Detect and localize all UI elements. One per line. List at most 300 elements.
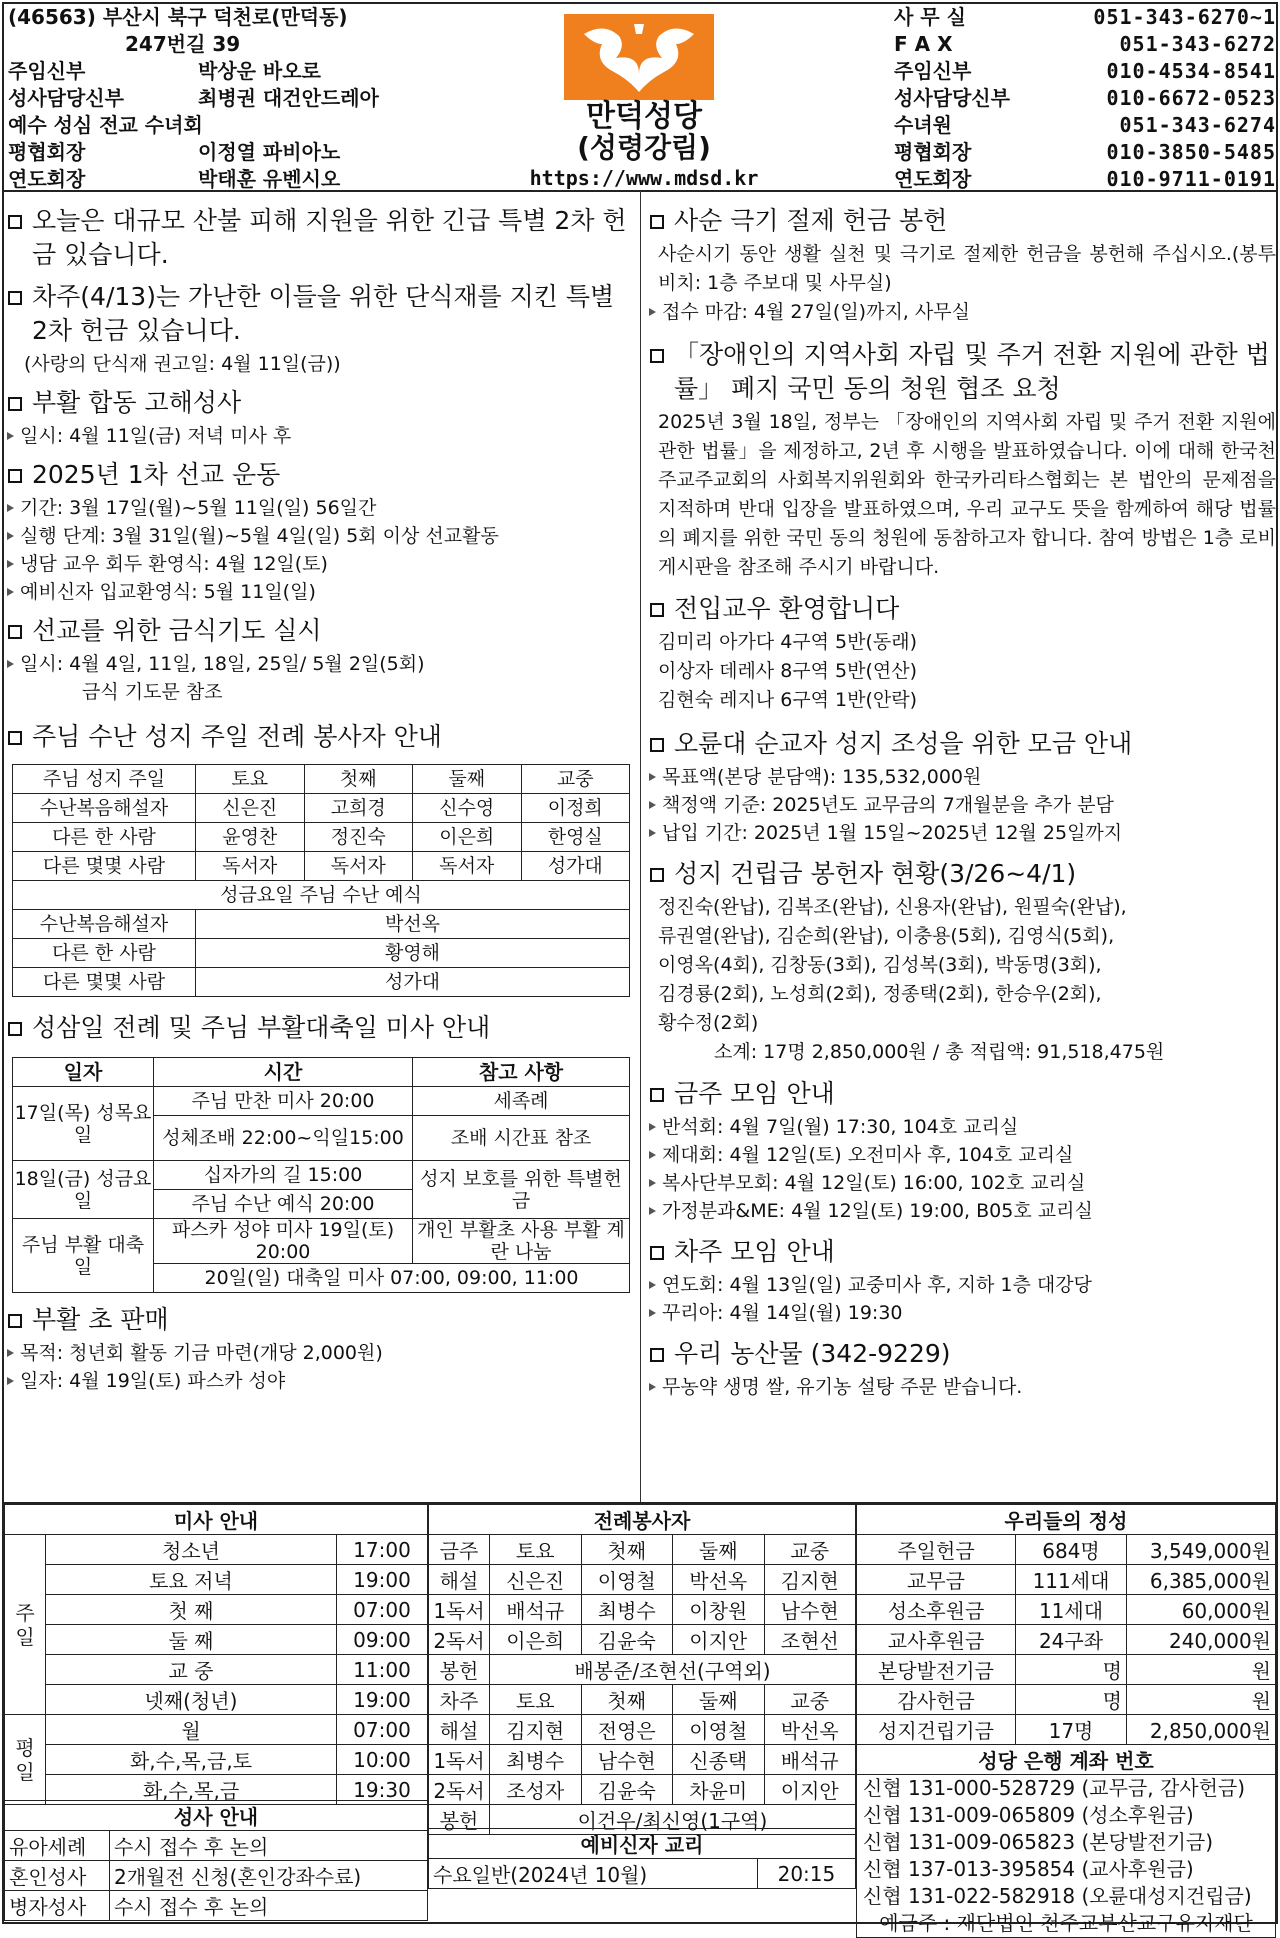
table-cell: 2,850,000원	[1127, 1715, 1276, 1745]
notice-new-parishioners	[646, 592, 1276, 715]
notice-note: (사랑의 단식재 권고일: 4월 11일(금))	[24, 353, 341, 375]
triangle-bullet-icon	[649, 1281, 656, 1289]
left-column	[4, 196, 636, 1395]
notice-item: 일자: 4월 19일(토) 파스카 성야	[20, 1370, 286, 1392]
table-cell: 교사후원금	[857, 1625, 1016, 1655]
table-cell: 성소후원금	[857, 1595, 1016, 1625]
notice-item: 제대회: 4월 12일(토) 오전미사 후, 104호 교리실	[662, 1144, 1074, 1166]
table-cell: 주님 부활 대축일	[13, 1219, 154, 1293]
table-cell: 유아세례	[5, 1831, 110, 1861]
notice-title: 2025년 1차 선교 운동	[32, 460, 281, 489]
table-row	[13, 1161, 630, 1190]
notice-item: 연도회: 4월 13일(일) 교중미사 후, 지하 1층 대강당	[662, 1274, 1092, 1296]
table-cell: 이은희	[490, 1625, 582, 1655]
table-cell: 17일(목) 성목요일	[13, 1087, 154, 1161]
table-row	[13, 794, 630, 823]
table-row	[429, 1595, 856, 1625]
notice-item: 기간: 3월 17일(월)~5월 11일(일) 56일간	[20, 497, 377, 519]
table-row	[857, 1565, 1276, 1595]
notice-oryundae-fund	[646, 727, 1276, 847]
table-cell: 신은진	[490, 1565, 582, 1595]
role-label: 연도회장	[8, 167, 86, 191]
table-cell: 1독서	[429, 1745, 490, 1775]
table-cell: 수시 접수 후 논의	[110, 1831, 428, 1861]
table-header: 첫째	[304, 765, 413, 794]
table-cell: 김지현	[764, 1565, 856, 1595]
table-cell: 봉헌	[429, 1805, 490, 1835]
triangle-bullet-icon	[7, 504, 14, 512]
table-row	[429, 1685, 856, 1715]
table-cell: 독서자	[413, 852, 522, 881]
notice-item: 가정분과&ME: 4월 12일(토) 19:00, B05호 교리실	[662, 1200, 1093, 1222]
table-header: 둘째	[413, 765, 522, 794]
table-cell: 전영은	[581, 1715, 673, 1745]
table-cell: 성가대	[521, 852, 630, 881]
table-cell: 교 중	[46, 1655, 337, 1685]
notice-lent-offering	[646, 204, 1276, 326]
bulletin-header	[4, 4, 1276, 192]
table-cell: 20일(일) 대축일 미사 07:00, 09:00, 11:00	[154, 1264, 630, 1293]
table-row	[13, 1087, 630, 1116]
table-cell: 한영실	[521, 823, 630, 852]
triangle-bullet-icon	[7, 660, 14, 668]
table-row	[13, 852, 630, 881]
table-row	[5, 1745, 428, 1775]
table-row	[429, 1535, 856, 1565]
table-cell: 684명	[1016, 1535, 1127, 1565]
table-row	[5, 1625, 428, 1655]
table-title: 우리들의 정성	[857, 1505, 1276, 1535]
notice-body: 2025년 3월 18일, 정부는 「장애인의 지역사회 자립 및 주거 전환 지원에 관한 법률」을 제정하고, 2년 후 시행을 발표하였습니다. 이에 대해 한국천주교주교회의 사회복지위원회와 한국카리타스협회는 본 법안의 문제점을 지적하며 반대 입장을 발표하였으며, 우리 교구도 뜻을 함께하여 해당 법률의 폐지를 위한 국민 동의 청원에 동참하고자 합니다. 참여 방법은 1층 로비 게시판을 참조해 주시기 바랍니다.	[658, 411, 1276, 578]
checkbox-bullet-icon	[650, 603, 664, 617]
contact-label: 연도회장	[894, 167, 972, 191]
contact-number: 010-3850-5485	[1106, 140, 1276, 164]
table-row	[429, 1745, 856, 1775]
header-contacts	[894, 4, 1276, 193]
table-cell: 07:00	[337, 1595, 428, 1625]
bank-account-line: 신협 131-022-582918 (오륜대성지건립금)	[863, 1884, 1252, 1908]
table-cell: 17명	[1016, 1715, 1127, 1745]
table-row	[5, 1535, 428, 1565]
table-header: 참고 사항	[413, 1058, 630, 1087]
notice-title: 사순 극기 절제 헌금 봉헌	[674, 206, 948, 235]
table-cell: 배봉준/조현선(구역외)	[490, 1655, 856, 1685]
table-cell: 본당발전기금	[857, 1655, 1016, 1685]
table-cell: 배석규	[764, 1745, 856, 1775]
checkbox-bullet-icon	[650, 215, 664, 229]
table-cell: 19:00	[337, 1685, 428, 1715]
table-title: 전례봉사자	[429, 1505, 856, 1535]
table-cell: 넷째(청년)	[46, 1685, 337, 1715]
notice-item: 복사단부모회: 4월 12일(토) 16:00, 102호 교리실	[662, 1172, 1086, 1194]
table-cell: 이영철	[581, 1565, 673, 1595]
checkbox-bullet-icon	[8, 291, 22, 305]
table-cell: 성지건립기금	[857, 1715, 1016, 1745]
contact-label: 수녀원	[894, 113, 952, 137]
table-header: 첫째	[581, 1535, 673, 1565]
header-left-info	[8, 4, 379, 193]
contact-number: 010-4534-8541	[1106, 59, 1276, 83]
checkbox-bullet-icon	[8, 215, 22, 229]
table-cell: 20:15	[757, 1859, 855, 1889]
table-cell: 병자성사	[5, 1891, 110, 1921]
checkbox-bullet-icon	[650, 1246, 664, 1260]
contact-number: 051-343-6272	[1119, 32, 1276, 56]
table-cell: 화,수,목,금	[46, 1775, 337, 1805]
table-header: 둘째	[673, 1535, 765, 1565]
contact-label: 사 무 실	[894, 5, 966, 29]
notice-item: 반석회: 4월 7일(월) 17:30, 104호 교리실	[662, 1116, 1019, 1138]
table-row	[857, 1685, 1276, 1715]
table-cell: 정진숙	[304, 823, 413, 852]
triangle-bullet-icon	[649, 829, 656, 837]
table-cell: 이창원	[673, 1595, 765, 1625]
checkbox-bullet-icon	[650, 349, 664, 363]
table-row	[13, 1219, 630, 1264]
table-cell: 다른 몇몇 사람	[13, 968, 196, 997]
table-cell: 원	[1127, 1655, 1276, 1685]
table-cell: 이은희	[413, 823, 522, 852]
table-cell: 다른 한 사람	[13, 939, 196, 968]
notice-confession	[4, 386, 636, 450]
table-header: 시간	[154, 1058, 413, 1087]
right-column	[646, 196, 1276, 1401]
table-row	[13, 968, 630, 997]
table-row	[5, 1655, 428, 1685]
table-cell: 성가대	[196, 968, 630, 997]
notice-petition	[646, 338, 1276, 582]
role-label: 주임신부	[8, 59, 86, 83]
contact-number: 010-9711-0191	[1106, 167, 1276, 191]
table-title: 성당 은행 계좌 번호	[857, 1745, 1276, 1775]
table-cell: 다른 몇몇 사람	[13, 852, 196, 881]
table-cell: 봉헌	[429, 1655, 490, 1685]
table-row	[429, 1565, 856, 1595]
bank-accounts	[857, 1775, 1276, 1938]
table-cell: 수난복음해설자	[13, 910, 196, 939]
notice-shrine-donors	[646, 857, 1276, 1067]
table-cell: 둘 째	[46, 1625, 337, 1655]
notice-item: 일시: 4월 11일(금) 저녁 미사 후	[20, 425, 292, 447]
triangle-bullet-icon	[7, 532, 14, 540]
table-cell: 김윤숙	[581, 1775, 673, 1805]
table-cell: 240,000원	[1127, 1625, 1276, 1655]
table-row	[429, 1715, 856, 1745]
mass-schedule-table	[4, 1504, 428, 1805]
checkbox-bullet-icon	[8, 1022, 22, 1036]
triangle-bullet-icon	[649, 1123, 656, 1131]
table-header: 주님 성지 주일	[13, 765, 196, 794]
checkbox-bullet-icon	[650, 1348, 664, 1362]
table-cell: 청소년	[46, 1535, 337, 1565]
bank-account-line: 신협 131-000-528729 (교무금, 감사헌금)	[863, 1776, 1246, 1800]
table-cell: 월	[46, 1715, 337, 1745]
table-header: 교중	[764, 1685, 856, 1715]
donor-total: 소계: 17명 2,850,000원 / 총 적립액: 91,518,475원	[714, 1041, 1165, 1063]
table-row	[5, 1595, 428, 1625]
table-cell: 주님 수난 예식 20:00	[154, 1190, 413, 1219]
table-row	[13, 910, 630, 939]
table-cell: 19:00	[337, 1565, 428, 1595]
notice-item: 예비신자 입교환영식: 5월 11일(일)	[20, 581, 316, 603]
notice-item: 일시: 4월 4일, 11일, 18일, 25일/ 5월 2일(5회)	[20, 653, 425, 675]
table-row	[13, 823, 630, 852]
notice-item: 꾸리아: 4월 14일(월) 19:30	[662, 1302, 903, 1324]
table-cell: 10:00	[337, 1745, 428, 1775]
triangle-bullet-icon	[7, 432, 14, 440]
notice-item: 책정액 기준: 2025년도 교무금의 7개월분을 추가 분담	[662, 794, 1114, 816]
table-header: 금주	[429, 1535, 490, 1565]
liturgy-servers-table	[428, 1504, 856, 1835]
role-label: 예수 성심 전교 수녀회	[8, 113, 203, 137]
table-cell: 최병수	[490, 1745, 582, 1775]
notice-item: 납입 기간: 2025년 1월 15일~2025년 12월 25일까지	[662, 822, 1123, 844]
table-cell: 17:00	[337, 1535, 428, 1565]
table-cell: 황영해	[196, 939, 630, 968]
table-cell: 신수영	[413, 794, 522, 823]
notice-easter-candle	[4, 1303, 636, 1395]
contact-label: F A X	[894, 32, 953, 56]
triangle-bullet-icon	[7, 588, 14, 596]
list-item: 김미리 아가다 4구역 5반(동래)	[658, 631, 918, 653]
table-cell: 조성자	[490, 1775, 582, 1805]
table-cell: 감사헌금	[857, 1685, 1016, 1715]
table-header: 둘째	[673, 1685, 765, 1715]
table-cell: 파스카 성야 미사 19일(토) 20:00	[154, 1219, 413, 1264]
notice-title: 주님 수난 성지 주일 전례 봉사자 안내	[32, 722, 442, 751]
offering-table	[856, 1504, 1276, 1938]
table-cell: 독서자	[196, 852, 305, 881]
checkbox-bullet-icon	[8, 397, 22, 411]
table-row	[429, 1655, 856, 1685]
table-cell: 조배 시간표 참조	[413, 1116, 630, 1161]
table-title: 미사 안내	[5, 1505, 428, 1535]
contact-label: 주임신부	[894, 59, 972, 83]
notice-title: 성삼일 전례 및 주님 부활대축일 미사 안내	[32, 1013, 491, 1042]
table-cell: 주님 만찬 미사 20:00	[154, 1087, 413, 1116]
role-label: 평협회장	[8, 140, 86, 164]
table-cell: 주일	[5, 1535, 46, 1715]
bank-account-line: 신협 131-009-065823 (본당발전기금)	[863, 1830, 1214, 1854]
table-cell: 혼인성사	[5, 1861, 110, 1891]
notice-note: 금식 기도문 참조	[82, 681, 223, 703]
parish-subtitle: (성령강림)	[577, 131, 711, 164]
table-cell: 신은진	[196, 794, 305, 823]
notice-title: 금주 모임 안내	[674, 1079, 835, 1108]
table-row	[5, 1891, 428, 1921]
sacrament-table	[4, 1800, 428, 1921]
triangle-bullet-icon	[649, 1383, 656, 1391]
notice-wildfire	[4, 204, 636, 272]
list-item: 김현숙 레지나 6구역 1반(안락)	[658, 689, 918, 711]
table-row	[429, 1859, 856, 1889]
notice-item: 냉담 교우 회두 환영식: 4월 12일(토)	[20, 553, 328, 575]
table-row	[857, 1655, 1276, 1685]
table-row	[857, 1595, 1276, 1625]
table-cell: 김윤숙	[581, 1625, 673, 1655]
table-title: 성사 안내	[5, 1801, 428, 1831]
table-row	[13, 939, 630, 968]
table-header: 교중	[764, 1535, 856, 1565]
table-row	[857, 1625, 1276, 1655]
table-cell: 2독서	[429, 1625, 490, 1655]
table-cell: 이정희	[521, 794, 630, 823]
table-cell: 이지안	[764, 1775, 856, 1805]
table-header: 교중	[521, 765, 630, 794]
notice-mission	[4, 458, 636, 606]
table-cell: 성지 보호를 위한 특별헌금	[413, 1161, 630, 1219]
triangle-bullet-icon	[649, 308, 656, 316]
table-header: 첫째	[581, 1685, 673, 1715]
table-row	[5, 1861, 428, 1891]
list-item: 류권열(완납), 김순희(완납), 이충용(5회), 김영식(5회),	[658, 925, 1115, 947]
table-row	[5, 1565, 428, 1595]
contact-number: 051-343-6270~1	[1093, 5, 1276, 29]
catechumen-table	[428, 1828, 856, 1889]
triangle-bullet-icon	[649, 1151, 656, 1159]
table-cell: 박선옥	[673, 1565, 765, 1595]
notice-title: 차주(4/13)는 가난한 이들을 위한 단식재를 지킨 특별 2차 헌금 있습니다.	[32, 282, 615, 345]
bank-account-line: 신협 131-009-065809 (성소후원금)	[863, 1803, 1194, 1827]
table-cell: 해설	[429, 1565, 490, 1595]
list-item: 이상자 데레사 8구역 5반(연산)	[658, 660, 918, 682]
table-cell: 6,385,000원	[1127, 1565, 1276, 1595]
notice-item: 접수 마감: 4월 27일(일)까지, 사무실	[662, 301, 970, 323]
table-cell: 명	[1016, 1655, 1127, 1685]
table-cell: 이지안	[673, 1625, 765, 1655]
checkbox-bullet-icon	[8, 469, 22, 483]
parish-url[interactable]: https://www.mdsd.kr	[529, 166, 759, 190]
table-cell: 1독서	[429, 1595, 490, 1625]
notice-title: 오늘은 대규모 산불 피해 지원을 위한 긴급 특별 2차 헌금 있습니다.	[32, 206, 627, 269]
table-cell: 신종택	[673, 1745, 765, 1775]
table-title: 예비신자 교리	[429, 1829, 856, 1859]
table-cell: 수난복음해설자	[13, 794, 196, 823]
notice-next-week-meetings	[646, 1235, 1276, 1327]
notice-body: 사순시기 동안 생활 실천 및 극기로 절제한 헌금을 봉헌해 주십시오.(봉투 비치: 1층 주보대 및 사무실)	[658, 243, 1276, 294]
checkbox-bullet-icon	[8, 625, 22, 639]
triduum-table	[12, 1057, 630, 1293]
notice-title: 오륜대 순교자 성지 조성을 위한 모금 안내	[674, 729, 1133, 758]
address-line: (46563) 부산시 북구 덕천로(만덕동)	[8, 5, 348, 29]
table-cell: 차윤미	[673, 1775, 765, 1805]
table-cell: 수시 접수 후 논의	[110, 1891, 428, 1921]
table-row	[429, 1775, 856, 1805]
list-item: 이영옥(4회), 김창동(3회), 김성복(3회), 박동명(3회),	[658, 954, 1102, 976]
table-cell: 주일헌금	[857, 1535, 1016, 1565]
notice-title: 부활 합동 고해성사	[32, 388, 242, 417]
table-cell: 수요일반(2024년 10월)	[429, 1859, 758, 1889]
table-cell: 개인 부활초 사용 부활 계란 나눔	[413, 1219, 630, 1264]
list-item: 황수정(2회)	[658, 1012, 759, 1034]
table-cell: 조현선	[764, 1625, 856, 1655]
table-cell: 윤영찬	[196, 823, 305, 852]
role-label: 성사담당신부	[8, 86, 124, 110]
triangle-bullet-icon	[649, 1207, 656, 1215]
role-name: 박상운 바오로	[198, 59, 321, 83]
notice-item: 목표액(본당 분담액): 135,532,000원	[662, 766, 982, 788]
notice-item: 실행 단계: 3월 31일(월)~5월 4일(일) 5회 이상 선교활동	[20, 525, 499, 547]
table-cell: 남수현	[581, 1745, 673, 1775]
address-line: 247번길 39	[125, 32, 241, 56]
parish-logo	[564, 14, 714, 100]
role-name: 박태훈 유벤시오	[198, 167, 341, 191]
parish-name: 만덕성당	[586, 99, 702, 134]
table-cell: 최병수	[581, 1595, 673, 1625]
table-cell: 3,549,000원	[1127, 1535, 1276, 1565]
table-cell: 박선옥	[764, 1715, 856, 1745]
table-cell: 김지현	[490, 1715, 582, 1745]
triangle-bullet-icon	[649, 1179, 656, 1187]
triangle-bullet-icon	[649, 801, 656, 809]
table-header: 일자	[13, 1058, 154, 1087]
table-subheader: 성금요일 주님 수난 예식	[13, 881, 630, 910]
notice-title: 성지 건립금 봉헌자 현황(3/26~4/1)	[674, 859, 1077, 888]
checkbox-bullet-icon	[650, 738, 664, 752]
contact-label: 성사담당신부	[894, 86, 1010, 110]
triangle-bullet-icon	[649, 1309, 656, 1317]
table-cell: 111세대	[1016, 1565, 1127, 1595]
table-cell: 화,수,목,금,토	[46, 1745, 337, 1775]
table-cell: 이건우/최신영(1구역)	[490, 1805, 856, 1835]
table-row	[857, 1535, 1276, 1565]
notice-item: 목적: 청년회 활동 기금 마련(개당 2,000원)	[20, 1342, 383, 1364]
table-cell: 11세대	[1016, 1595, 1127, 1625]
table-cell: 11:00	[337, 1655, 428, 1685]
list-item: 김경룡(2회), 노성희(2회), 정종택(2회), 한승우(2회),	[658, 983, 1102, 1005]
table-cell: 십자가의 길 15:00	[154, 1161, 413, 1190]
role-name: 이정열 파비아노	[198, 140, 341, 164]
triangle-bullet-icon	[7, 1349, 14, 1357]
table-cell: 남수현	[764, 1595, 856, 1625]
table-cell: 60,000원	[1127, 1595, 1276, 1625]
table-cell: 독서자	[304, 852, 413, 881]
table-cell: 박선옥	[196, 910, 630, 939]
triangle-bullet-icon	[649, 773, 656, 781]
table-header: 차주	[429, 1685, 490, 1715]
table-cell: 해설	[429, 1715, 490, 1745]
checkbox-bullet-icon	[8, 731, 22, 745]
table-cell: 토요 저녁	[46, 1565, 337, 1595]
table-cell: 명	[1016, 1685, 1127, 1715]
notice-title: 부활 초 판매	[32, 1305, 169, 1334]
table-cell: 성체조배 22:00~익일15:00	[154, 1116, 413, 1161]
notice-farm-products	[646, 1337, 1276, 1401]
list-item: 정진숙(완납), 김복조(완납), 신용자(완납), 원필숙(완납),	[658, 896, 1127, 918]
account-holder: 예금주 : 재단법인 천주교부산교구유지재단	[879, 1911, 1253, 1935]
table-header: 토요	[196, 765, 305, 794]
notice-this-week-meetings	[646, 1077, 1276, 1225]
triangle-bullet-icon	[7, 560, 14, 568]
table-cell: 09:00	[337, 1625, 428, 1655]
notice-title: 전입교우 환영합니다	[674, 594, 900, 623]
table-cell: 이영철	[673, 1715, 765, 1745]
contact-label: 평협회장	[894, 140, 972, 164]
table-cell: 첫 째	[46, 1595, 337, 1625]
table-cell: 원	[1127, 1685, 1276, 1715]
table-cell: 평일	[5, 1715, 46, 1805]
notice-triduum	[4, 1011, 636, 1293]
table-row	[5, 1685, 428, 1715]
bottom-info	[4, 1502, 1276, 1935]
notice-item: 무농약 생명 쌀, 유기농 설탕 주문 받습니다.	[662, 1376, 1023, 1398]
contact-number: 010-6672-0523	[1106, 86, 1276, 110]
table-row	[429, 1625, 856, 1655]
checkbox-bullet-icon	[650, 1088, 664, 1102]
notice-title: 차주 모임 안내	[674, 1237, 835, 1266]
role-name: 최병권 대건안드레아	[198, 86, 379, 110]
notice-palm-sunday	[4, 720, 636, 997]
